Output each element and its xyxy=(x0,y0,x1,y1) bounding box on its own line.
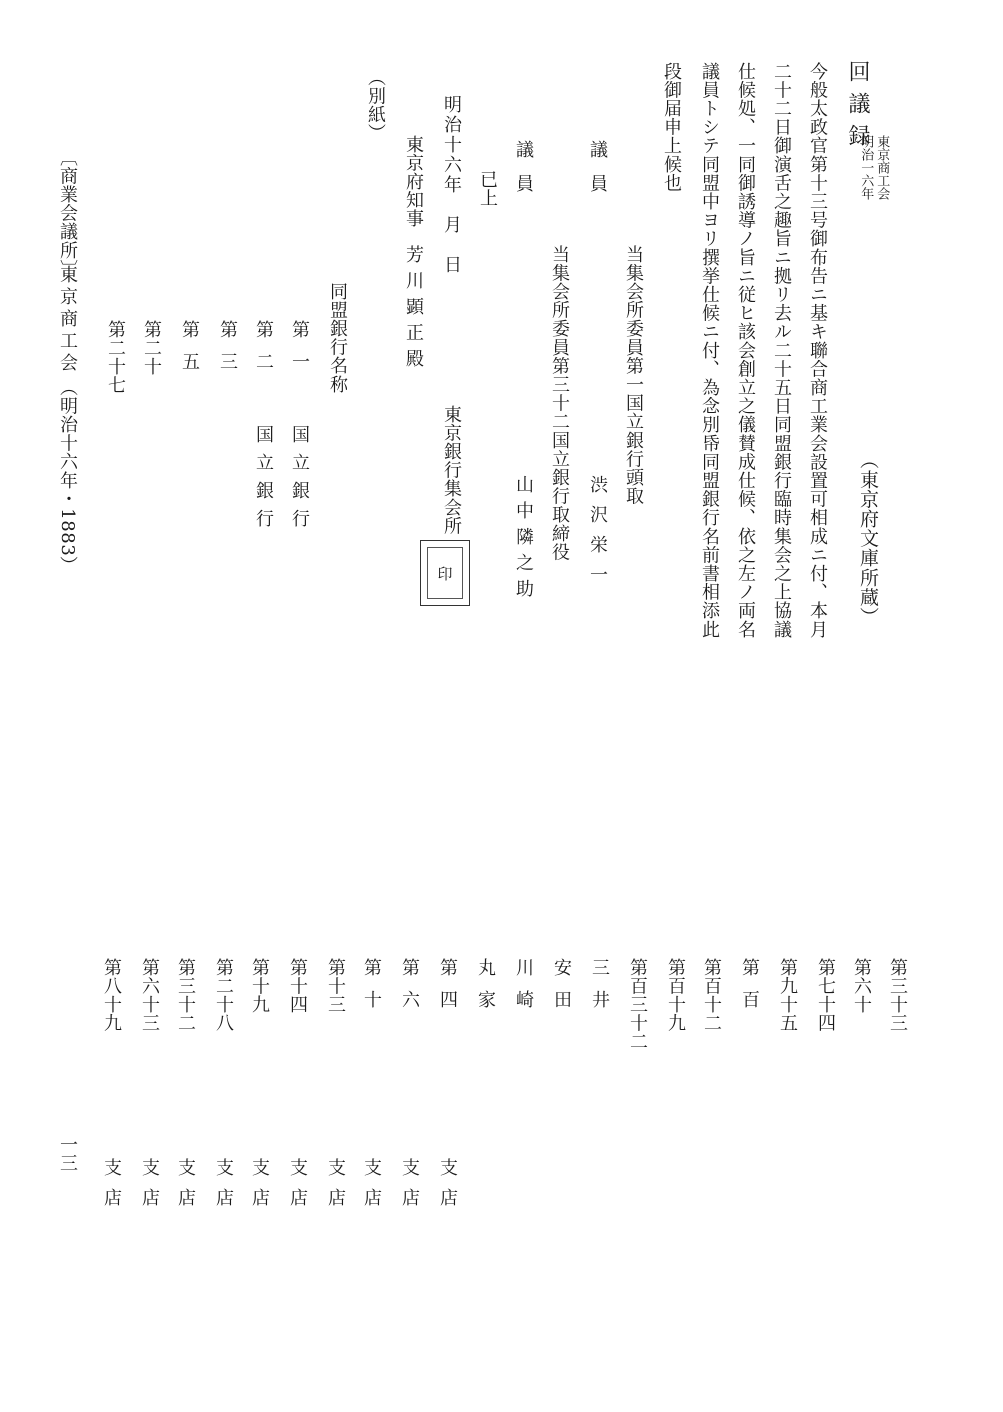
branch-label: 支店 xyxy=(287,1158,308,1218)
bank-item: 第三十三 xyxy=(887,958,908,1033)
attachment-label: （別紙） xyxy=(365,68,386,143)
bank-item: 第十九 xyxy=(249,958,270,1014)
footer-era: （明治十六年・1883） xyxy=(57,378,78,576)
bank-item: 第三 xyxy=(217,320,238,384)
bank-item: 第十三 xyxy=(325,958,346,1014)
bank-item: 第二 xyxy=(253,320,274,384)
bank-item: 第七十四 xyxy=(815,958,836,1033)
bank-suffix-1: 国立銀行 xyxy=(289,425,310,537)
addressee-title: 東京府知事 xyxy=(403,135,424,228)
bank-list-heading: 同盟銀行名称 xyxy=(327,282,348,394)
document-title: 回議録 xyxy=(845,60,870,156)
bank-item: 丸家 xyxy=(475,958,496,1022)
branch-label: 支店 xyxy=(399,1158,420,1218)
bank-item: 川崎 xyxy=(513,958,534,1022)
page-number: 一三 xyxy=(57,1135,78,1173)
bank-item: 第百十二 xyxy=(701,958,722,1033)
closing-text: 已上 xyxy=(477,170,498,208)
bank-item: 安田 xyxy=(551,958,572,1022)
document-date: 明治十六年 月 日 xyxy=(441,95,462,275)
seal-text: 印 xyxy=(427,547,463,599)
branch-label: 支店 xyxy=(361,1158,382,1218)
bank-item: 第八十九 xyxy=(101,958,122,1033)
bank-item: 第四 xyxy=(437,958,458,1022)
bank-item: 第百 xyxy=(739,958,760,1022)
bank-suffix-2: 国立銀行 xyxy=(253,425,274,537)
bank-item: 第六十三 xyxy=(139,958,160,1033)
body-line-2: 二十二日御演舌之趣旨ニ拠リ去ル二十五日同盟銀行臨時集会之上協議 xyxy=(771,62,792,639)
bank-item: 第二十八 xyxy=(213,958,234,1033)
bank-item: 第十四 xyxy=(287,958,308,1014)
body-line-4: 議員トシテ同盟中ヨリ撰挙仕候ニ付、為念別帋同盟銀行名前書相添此 xyxy=(699,62,720,639)
bank-item: 第二十 xyxy=(141,320,162,376)
member-1-position: 当集会所委員第一国立銀行頭取 xyxy=(623,245,644,506)
branch-label: 支店 xyxy=(213,1158,234,1218)
body-line-3: 仕候処、一同御誘導ノ旨ニ従ヒ該会創立之儀賛成仕候、依之左ノ両名 xyxy=(735,62,756,639)
bank-item: 第九十五 xyxy=(777,958,798,1033)
bank-item: 第一 xyxy=(289,320,310,384)
branch-label: 支店 xyxy=(101,1158,122,1218)
bank-item: 第百三十二 xyxy=(627,958,648,1051)
branch-label: 支店 xyxy=(139,1158,160,1218)
bank-item: 第五 xyxy=(179,320,200,384)
branch-label: 支店 xyxy=(249,1158,270,1218)
bank-item: 第六 xyxy=(399,958,420,1022)
source-note: （東京府文庫所蔵） xyxy=(857,450,879,627)
member-1-role: 議員 xyxy=(587,140,608,208)
member-2-name: 山中隣之助 xyxy=(513,475,534,605)
member-2-role: 議員 xyxy=(513,140,534,208)
sender-name: 東京銀行集会所 xyxy=(441,405,462,536)
author-org: 東京商工会 xyxy=(874,135,890,200)
author-date: 明治一六年 xyxy=(858,135,874,200)
bank-item: 三井 xyxy=(589,958,610,1022)
bank-item: 第百十九 xyxy=(665,958,686,1033)
branch-label: 支店 xyxy=(437,1158,458,1218)
footer-org: 東京商工会 xyxy=(57,265,78,375)
bank-item: 第十 xyxy=(361,958,382,1022)
bank-item: 第二十七 xyxy=(105,320,126,395)
bank-item: 第六十 xyxy=(851,958,872,1014)
branch-label: 支店 xyxy=(175,1158,196,1218)
bank-item: 第三十二 xyxy=(175,958,196,1033)
member-2-position: 当集会所委員第三十二国立銀行取締役 xyxy=(549,245,570,562)
branch-label: 支店 xyxy=(325,1158,346,1218)
body-line-1: 今般太政官第十三号御布告ニ基キ聯合商工業会設置可相成ニ付、本月 xyxy=(807,62,828,639)
seal-stamp xyxy=(420,540,470,606)
member-1-name: 渋沢栄一 xyxy=(587,475,608,595)
addressee-name: 芳川顕正殿 xyxy=(403,245,424,375)
footer-source-label: 〔商業会議所〕 xyxy=(57,148,78,279)
body-line-5: 段御届申上候也 xyxy=(661,62,682,193)
